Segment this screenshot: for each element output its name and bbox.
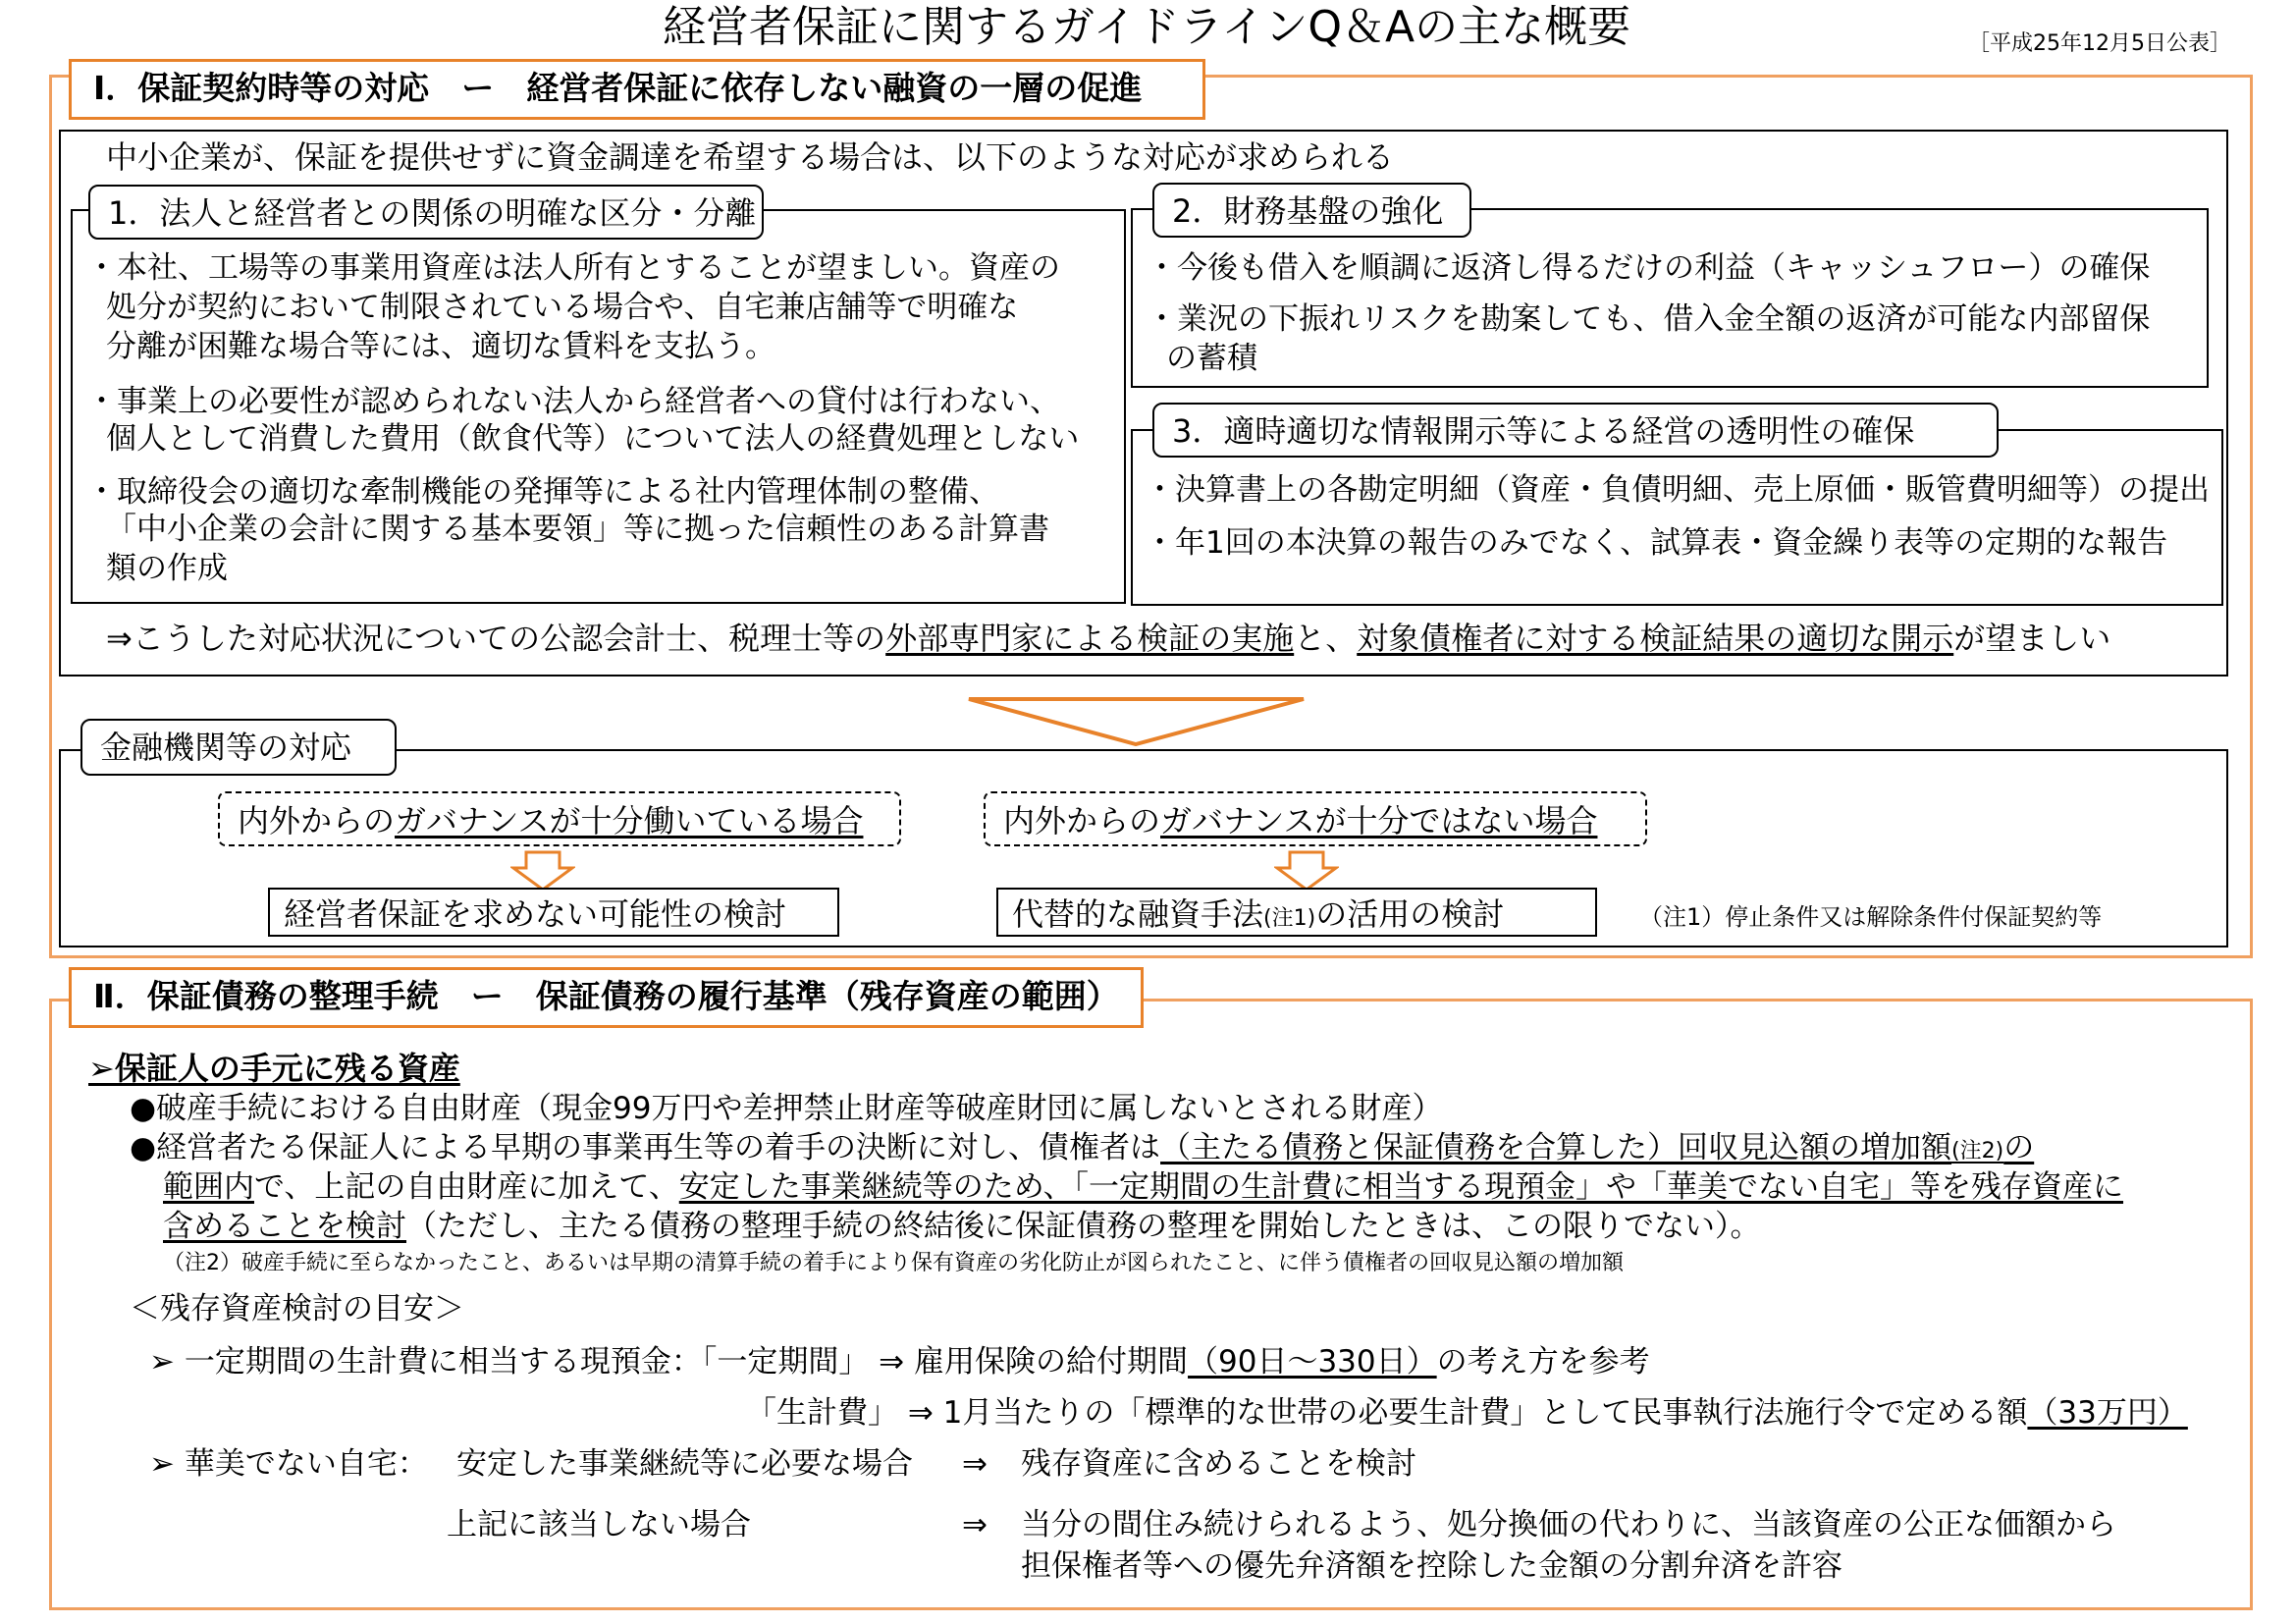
box1-line: 類の作成 <box>106 551 228 586</box>
result-alternative-financing: 代替的な融資手法(注1)の活用の検討 <box>996 888 1597 937</box>
guide-home-cond1: 安定した事業継続等に必要な場合 <box>456 1446 913 1482</box>
box1-line: ・取締役会の適切な牽制機能の発揮等による社内管理体制の整備、 <box>86 474 999 510</box>
down-arrow-icon <box>967 697 1306 746</box>
guide-home-arrow1: ⇒ <box>962 1446 988 1482</box>
case-governance-insufficient: 内外からのガバナンスが十分ではない場合 <box>984 791 1647 846</box>
box1-line: 分離が困難な場合等には、適切な賃料を支払う。 <box>106 329 775 364</box>
box1-line: 個人として消費した費用（飲食代等）について法人の経費処理としない <box>106 421 1080 457</box>
case-governance-sufficient: 内外からのガバナンスが十分働いている場合 <box>218 791 901 846</box>
box1-line: ・事業上の必要性が認められない法人から経営者への貸付は行わない、 <box>86 384 1060 419</box>
guide-home-label: ➢ 華美でない自宅： <box>149 1446 428 1482</box>
box3-line: ・年1回の本決算の報告のみでなく、試算表・資金繰り表等の定期的な報告 <box>1145 525 2168 561</box>
fin-title: 金融機関等の対応 <box>80 719 397 776</box>
note1: （注1）停止条件又は解除条件付保証契約等 <box>1639 903 2103 931</box>
guide-home-result1: 残存資産に含めることを検討 <box>1021 1446 1416 1482</box>
page-title: 経営者保証に関するガイドラインQ＆Aの主な概要 <box>663 2 1631 52</box>
box3-title: 3．適時適切な情報開示等による経営の透明性の確保 <box>1152 403 1999 458</box>
box1-line: ・本社、工場等の事業用資産は法人所有とすることが望ましい。資産の <box>86 250 1060 286</box>
box1-title: 1．法人と経営者との関係の明確な区分・分離 <box>88 185 764 240</box>
section2-heading: ➢保証人の手元に残る資産 <box>88 1050 460 1087</box>
guide-home-cond2: 上記に該当しない場合 <box>447 1507 751 1543</box>
result-no-guarantee: 経営者保証を求めない可能性の検討 <box>268 888 839 937</box>
bullet-early-rehab-line2: 範囲内で、上記の自由財産に加えて、安定した事業継続等のため、「一定期間の生計費に相当する現預金」や「華美でない自宅」等を残存資産に <box>163 1169 2124 1205</box>
bullet-free-property: ●破産手続における自由財産（現金99万円や差押禁止財産等破産財団に属しないとされる財産） <box>130 1091 1443 1126</box>
guide-living-cost: 「生計費」 ⇒ 1月当たりの「標準的な世帯の必要生計費」として民事執行法施行令で定める額（33万円） <box>746 1395 2188 1431</box>
section1-tab: Ⅰ．保証契約時等の対応 ー 経営者保証に依存しない融資の一層の促進 <box>69 59 1205 120</box>
box2-line: の蓄積 <box>1166 341 1257 376</box>
guide-home-result2-line1: 当分の間住み続けられるよう、処分換価の代わりに、当該資産の公正な価額から <box>1021 1507 2116 1543</box>
bullet-early-rehab-line3: 含めることを検討（ただし、主たる債務の整理手続の終結後に保証債務の整理を開始したときは、この限りでない）。 <box>163 1209 1761 1244</box>
guide-cash: ➢ 一定期間の生計費に相当する現預金：「一定期間」 ⇒ 雇用保険の給付期間（90日～330日）の考え方を参考 <box>149 1344 1650 1380</box>
section1-conclusion: ⇒こうした対応状況についての公認会計士、税理士等の外部専門家による検証の実施と、対象債権者に対する検証結果の適切な開示が望ましい <box>106 620 2111 657</box>
guide-home-arrow2: ⇒ <box>962 1507 988 1543</box>
section2-tab: Ⅱ．保証債務の整理手続 ー 保証債務の履行基準（残存資産の範囲） <box>69 967 1144 1028</box>
box2-line: ・今後も借入を順調に返済し得るだけの利益（キャッシュフロー）の確保 <box>1147 250 2151 286</box>
note2: （注2）破産手続に至らなかったこと、あるいは早期の清算手続の着手により保有資産の劣化防止が図られたこと、に伴う債権者の回収見込額の増加額 <box>163 1251 1625 1275</box>
box3-line: ・決算書上の各勘定明細（資産・負債明細、売上原価・販管費明細等）の提出 <box>1145 472 2210 508</box>
box1-line: 「中小企業の会計に関する基本要領」等に拠った信頼性のある計算書 <box>106 512 1049 547</box>
publication-date: ［平成25年12月5日公表］ <box>1968 31 2231 56</box>
bullet-early-rehab-line1: ●経営者たる保証人による早期の事業再生等の着手の決断に対し、債権者は（主たる債務と保証債務を合算した）回収見込額の増加額(注2)の <box>130 1130 2035 1165</box>
guide-home-result2-line2: 担保権者等への優先弁済額を控除した金額の分割弁済を許容 <box>1021 1548 1842 1584</box>
guide-title: ＜残存資産検討の目安＞ <box>130 1291 464 1326</box>
section1-intro: 中小企業が、保証を提供せずに資金調達を希望する場合は、以下のような対応が求められる <box>106 138 1395 176</box>
box2-line: ・業況の下振れリスクを勘案しても、借入金全額の返済が可能な内部留保 <box>1147 301 2151 337</box>
box1-line: 処分が契約において制限されている場合や、自宅兼店舗等で明確な <box>106 290 1019 325</box>
small-down-arrow-icon <box>1274 850 1339 892</box>
small-down-arrow-icon <box>510 850 575 892</box>
box2-title: 2．財務基盤の強化 <box>1152 183 1471 238</box>
